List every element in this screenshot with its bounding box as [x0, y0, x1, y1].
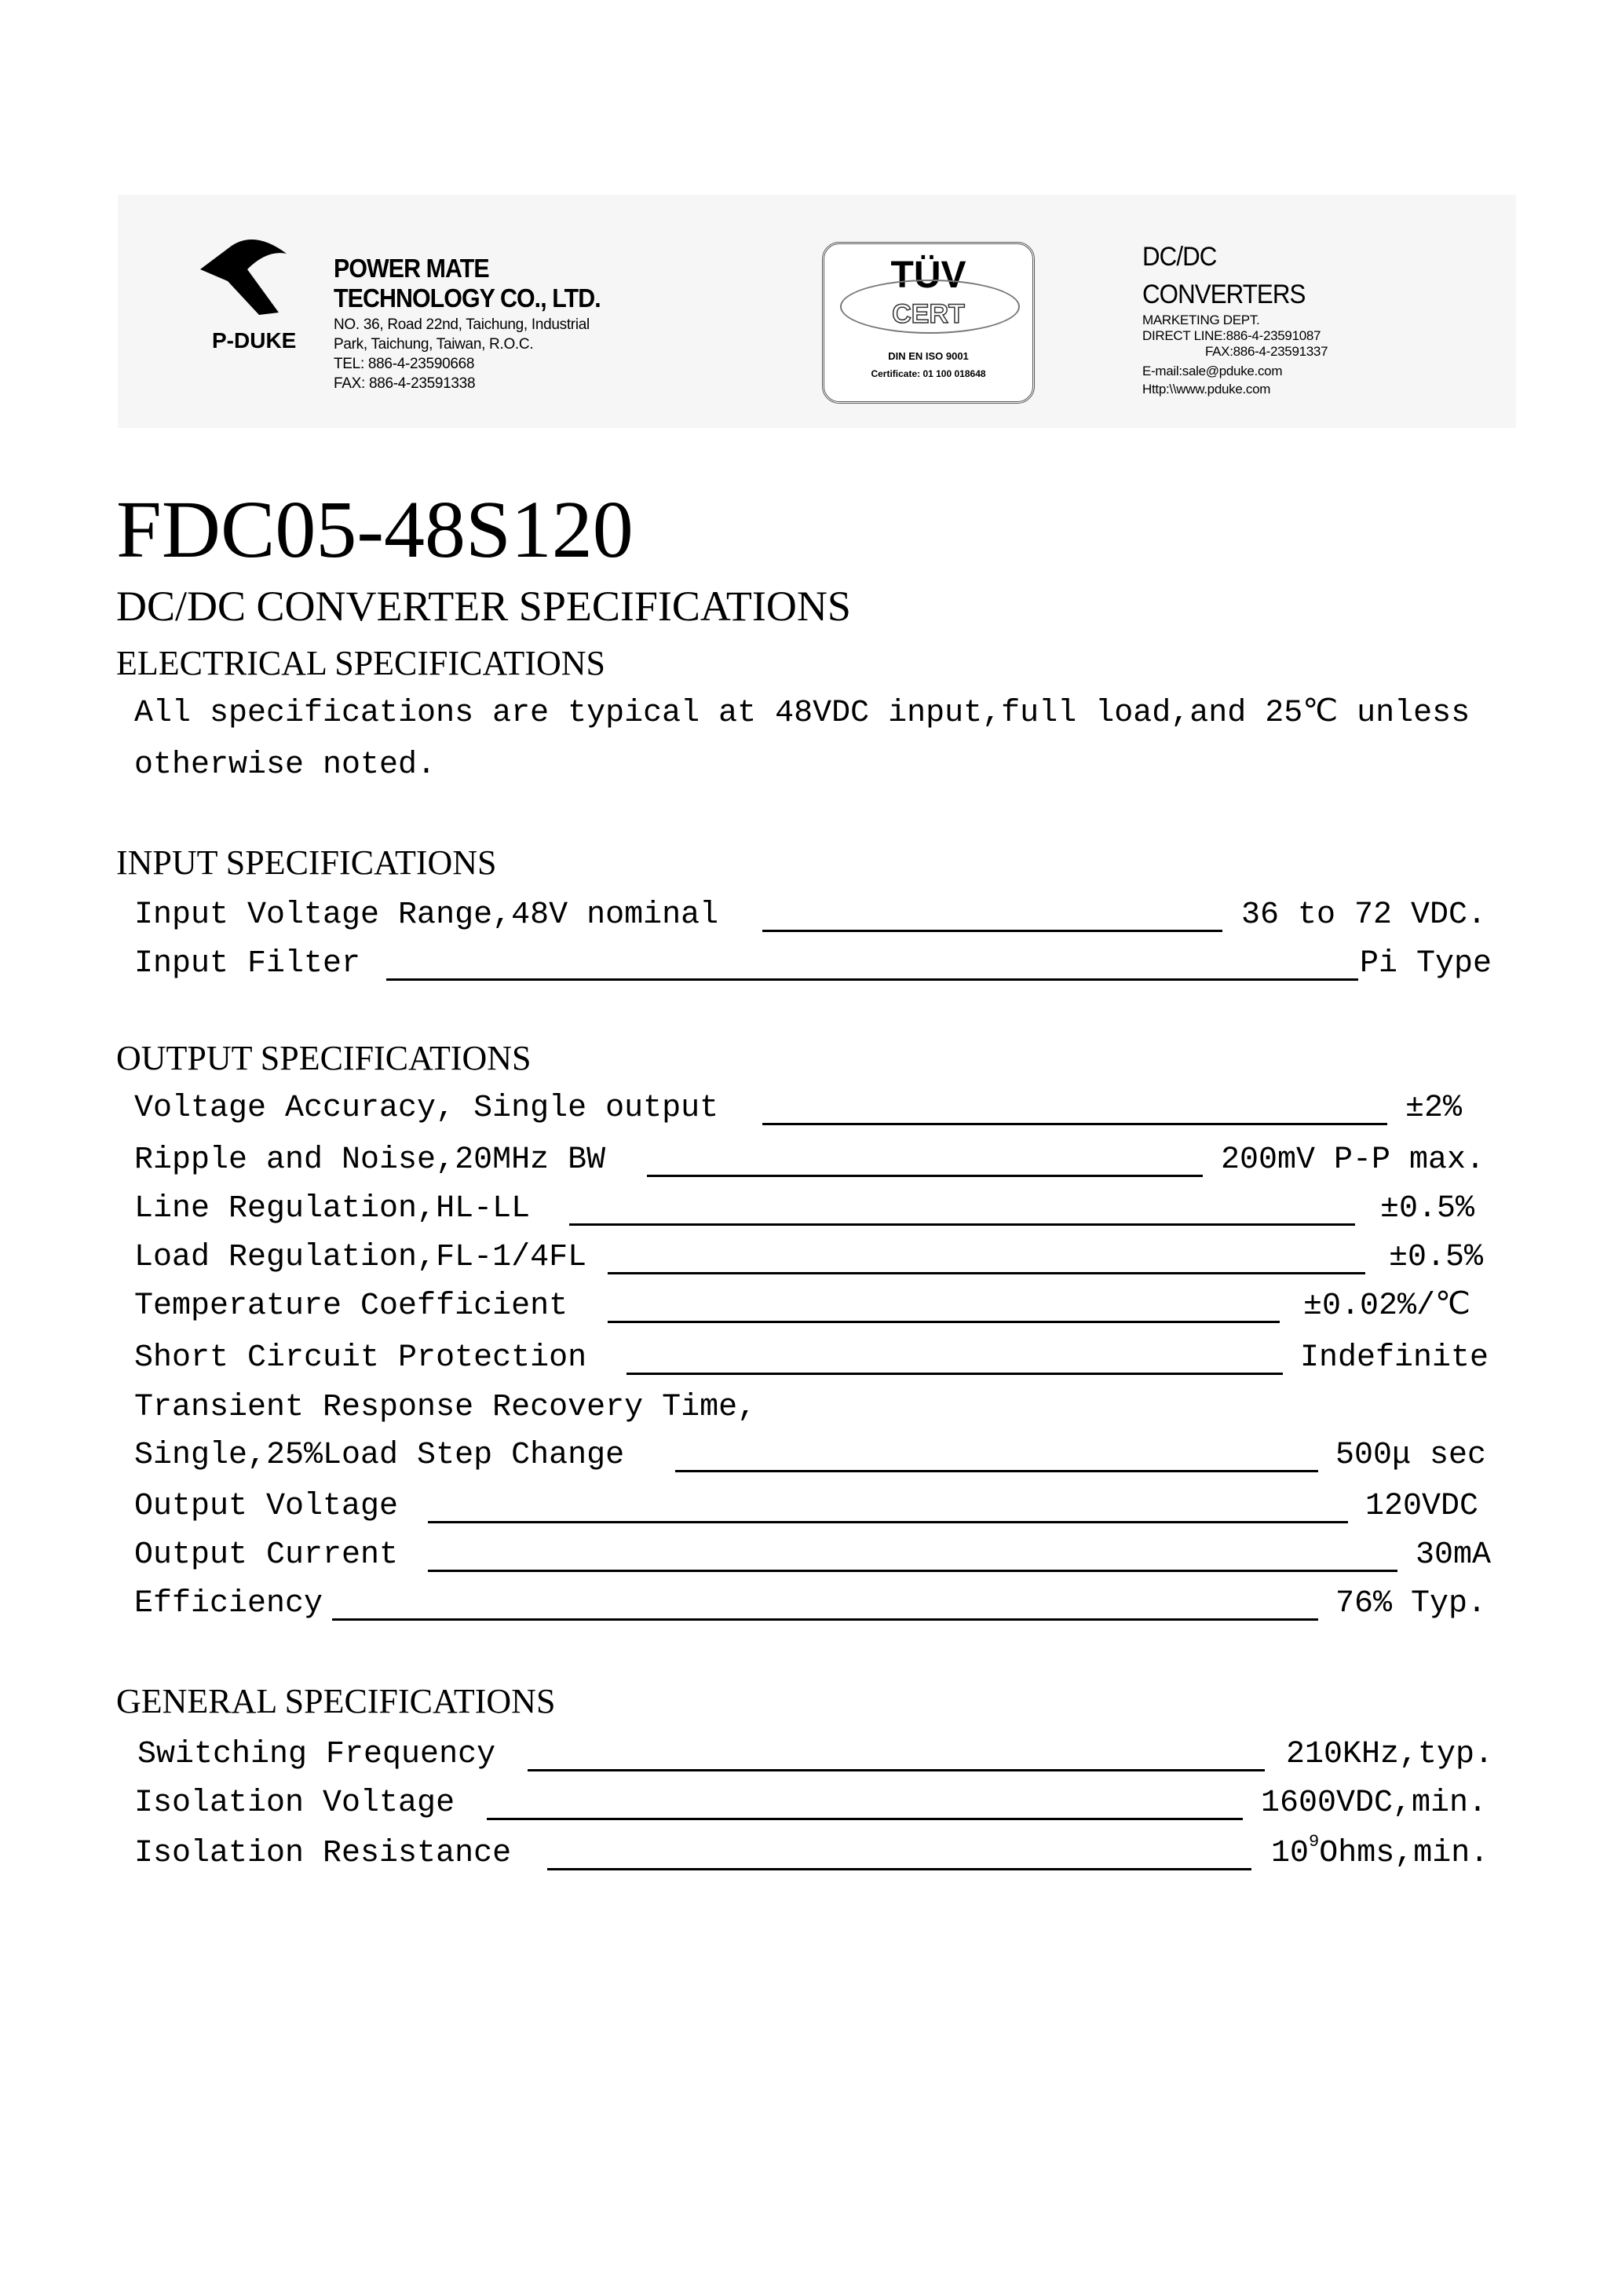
spec-row — [0, 1780, 1622, 1827]
spec-value: ±0.02%/℃ — [1303, 1289, 1470, 1324]
spec-value: 36 to 72 VDC. — [1241, 898, 1487, 933]
leader-line — [647, 1175, 1203, 1177]
spec-row — [0, 1137, 1622, 1184]
spec-value — [1271, 1830, 1489, 1877]
leader-line — [569, 1223, 1355, 1226]
spec-row — [0, 1581, 1622, 1628]
spec-value: Indefinite — [1300, 1340, 1489, 1376]
spec-label: Single,25%Load Step Change — [134, 1438, 625, 1473]
address-line: NO. 36, Road 22nd, Taichung, Industrial — [334, 316, 590, 333]
company-name-line2: TECHNOLOGY CO., LTD. — [334, 283, 601, 313]
spec-row — [0, 1384, 1622, 1431]
spec-value: 30mA — [1416, 1537, 1492, 1573]
logo-text: P-DUKE — [212, 328, 297, 353]
value-exponent: 9 — [1309, 1832, 1320, 1852]
spec-value: 200mV P-P max. — [1221, 1143, 1485, 1178]
contact-website[interactable]: Http:\\www.pduke.com — [1142, 382, 1271, 397]
product-line2: CONVERTERS — [1142, 280, 1306, 309]
spec-value: ±0.5% — [1389, 1240, 1484, 1275]
leader-line — [528, 1769, 1265, 1771]
leader-line — [332, 1618, 1318, 1621]
marketing-dept: MARKETING DEPT. — [1142, 313, 1260, 327]
leader-line — [627, 1373, 1283, 1375]
address-line: Park, Taichung, Taiwan, R.O.C. — [334, 336, 534, 353]
product-line1: DC/DC — [1142, 242, 1217, 272]
leader-line — [428, 1521, 1348, 1523]
spec-label: Voltage Accuracy, Single output — [134, 1091, 719, 1126]
spec-row — [0, 1532, 1622, 1579]
company-name-line1: POWER MATE — [334, 254, 489, 283]
spec-row — [0, 941, 1622, 988]
spec-row — [0, 1830, 1622, 1877]
spec-value: 76% Typ. — [1335, 1586, 1487, 1621]
spec-row — [0, 892, 1622, 939]
electrical-note-line2: otherwise noted. — [134, 748, 437, 783]
spec-value: ±2% — [1405, 1091, 1463, 1126]
value-base: 10 — [1271, 1836, 1310, 1871]
tuv-mark: TÜV — [890, 254, 966, 296]
spec-row — [0, 1234, 1622, 1281]
spec-label: Line Regulation,HL-LL — [134, 1191, 531, 1227]
spec-label: Load Regulation,FL-1/4FL — [134, 1240, 587, 1275]
spec-label: Isolation Voltage — [134, 1786, 455, 1821]
output-heading: OUTPUT SPECIFICATIONS — [116, 1039, 532, 1077]
spec-value: ±0.5% — [1380, 1191, 1475, 1227]
electrical-note-line1: All specifications are typical at 48VDC input,full load,and 25℃ unless — [134, 696, 1470, 731]
spec-value: 1600VDC,min. — [1261, 1786, 1488, 1821]
spec-label: Output Current — [134, 1537, 399, 1573]
direct-line: DIRECT LINE:886-4-23591087 — [1142, 328, 1321, 343]
spec-label: Input Filter — [134, 946, 361, 982]
cert-standard: DIN EN ISO 9001 — [888, 350, 969, 362]
leader-line — [762, 930, 1222, 932]
spec-label: Output Voltage — [134, 1489, 399, 1524]
spec-label: Efficiency — [134, 1586, 323, 1621]
spec-row — [0, 1085, 1622, 1132]
spec-value: Pi Type — [1360, 946, 1492, 982]
contact-email[interactable]: E-mail:sale@pduke.com — [1142, 364, 1283, 378]
spec-row — [0, 1186, 1622, 1233]
spec-label: Short Circuit Protection — [134, 1340, 587, 1376]
spec-value: 210KHz,typ. — [1286, 1737, 1494, 1772]
letterhead-banner — [118, 195, 1516, 428]
value-unit: Ohms,min. — [1319, 1836, 1489, 1871]
cert-number: Certificate: 01 100 018648 — [871, 368, 986, 379]
spec-row — [0, 1283, 1622, 1330]
contact-fax: FAX:886-4-23591337 — [1205, 344, 1328, 359]
spec-row — [0, 1483, 1622, 1530]
spec-label: Input Voltage Range,48V nominal — [134, 898, 719, 933]
model-number: FDC05-48S120 — [116, 484, 634, 575]
leader-line — [675, 1470, 1318, 1472]
input-heading: INPUT SPECIFICATIONS — [116, 843, 497, 882]
leader-line — [487, 1818, 1243, 1820]
tuv-cert-badge — [822, 242, 1035, 404]
spec-row — [0, 1731, 1622, 1779]
spec-label: Isolation Resistance — [134, 1836, 512, 1871]
cert-sub: CERT — [892, 299, 965, 329]
spec-value: 500μ sec — [1335, 1438, 1487, 1473]
page-title: DC/DC CONVERTER SPECIFICATIONS — [116, 583, 851, 630]
leader-line — [608, 1272, 1365, 1274]
general-heading: GENERAL SPECIFICATIONS — [116, 1682, 556, 1720]
leader-line — [547, 1868, 1251, 1870]
spec-row — [0, 1335, 1622, 1382]
spec-label: Switching Frequency — [137, 1737, 496, 1772]
p-duke-bird-logo-icon — [184, 222, 302, 324]
spec-value: 120VDC — [1365, 1489, 1479, 1524]
electrical-heading: ELECTRICAL SPECIFICATIONS — [116, 644, 605, 682]
spec-label: Transient Response Recovery Time, — [134, 1390, 757, 1425]
phone: TEL: 886-4-23590668 — [334, 356, 475, 372]
leader-line — [428, 1570, 1397, 1572]
spec-label: Temperature Coefficient — [134, 1289, 568, 1324]
leader-line — [386, 978, 1358, 981]
spec-row — [0, 1432, 1622, 1479]
leader-line — [608, 1321, 1280, 1323]
leader-line — [762, 1123, 1387, 1125]
fax: FAX: 886-4-23591338 — [334, 375, 476, 392]
spec-label: Ripple and Noise,20MHz BW — [134, 1143, 606, 1178]
